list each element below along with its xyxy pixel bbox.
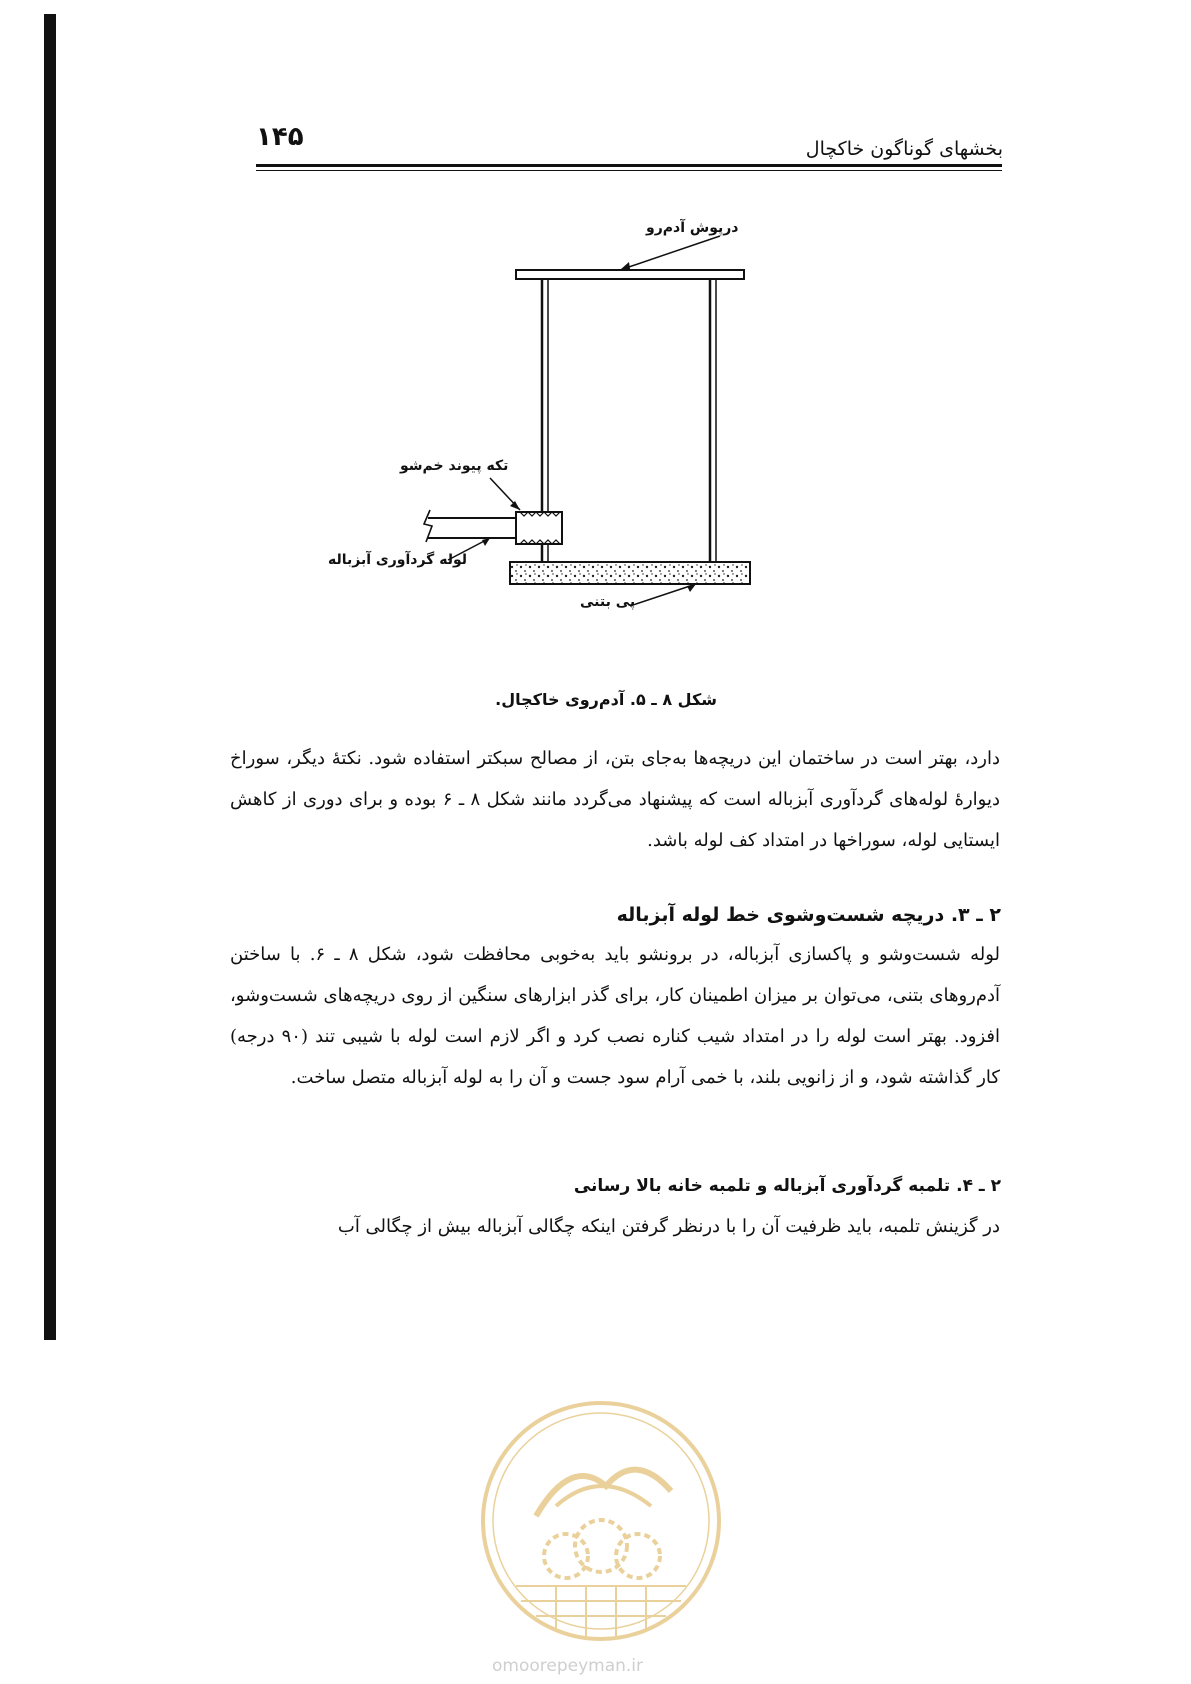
label-flexible-joint: تکه پیوند خم‌شو (400, 458, 509, 474)
section-heading-2-3: ۲ ـ ۳. دریچه شست‌وشوی خط لوله آبزباله (616, 904, 1001, 926)
paragraph-1: دارد، بهتر است در ساختمان این دریچه‌ها به‌جای بتن، از مصالح سبکتر استفاده شود. نکتهٔ دیگر، سوراخ دیوارهٔ لوله‌های گردآوری آبزباله است که پیشنهاد می‌گردد مانند شکل ۸ ـ ۶ بوده و برای دوری از کاهش ایستایی لوله، سوراخها در امتداد کف لوله باشد. (230, 748, 1000, 851)
flexible-joint (516, 512, 562, 544)
watermark-seal (476, 1396, 726, 1646)
manhole-figure (330, 222, 850, 662)
watermark-url: omoorepeyman.ir (492, 1656, 644, 1676)
figure-caption: شکل ۸ ـ ۵. آدم‌روی خاکچال. (495, 690, 717, 709)
running-head: بخشهای گوناگون خاکچال (805, 138, 1003, 160)
concrete-footing (510, 562, 750, 584)
header-rule-thin (256, 170, 1002, 171)
section-heading-2-4: ۲ ـ ۴. تلمبه گردآوری آبزباله و تلمبه خانه بالا رسانی (573, 1176, 1001, 1196)
page-number: ۱۴۵ (256, 122, 304, 152)
paragraph-section-2-4: در گزینش تلمبه، باید ظرفیت آن را با درنظر گرفتن اینکه چگالی آبزباله بیش از چگالی آب (337, 1216, 1000, 1237)
label-manhole-cover: درپوش آدم‌رو (646, 220, 739, 236)
scan-edge-bar (44, 14, 56, 1340)
label-concrete-footing: پی بتنی (580, 594, 636, 610)
cover-plate (516, 270, 744, 279)
label-collection-pipe: لوله گردآوری آبزباله (328, 552, 467, 568)
header-rule (256, 164, 1002, 167)
paragraph-section-2-3: لوله شست‌وشو و پاکسازی آبزباله، در برونشو باید به‌خوبی محافظت شود، شکل ۸ ـ ۶. با ساختن آدم‌روهای بتنی، می‌توان بر میزان اطمینان کار، برای گذر ابزارهای سنگین از روی دریچه‌های شست‌وشو، افزود. بهتر است لوله را در امتداد شیب کناره نصب کرد و اگر لازم است لوله با شیبی تند (۹۰ درجه) کار گذاشته شود، و از زانویی بلند، با خمی آرام سود جست و آن را به لوله آبزباله متصل ساخت. (230, 944, 1000, 1088)
watermark-seal-icon (476, 1396, 726, 1646)
